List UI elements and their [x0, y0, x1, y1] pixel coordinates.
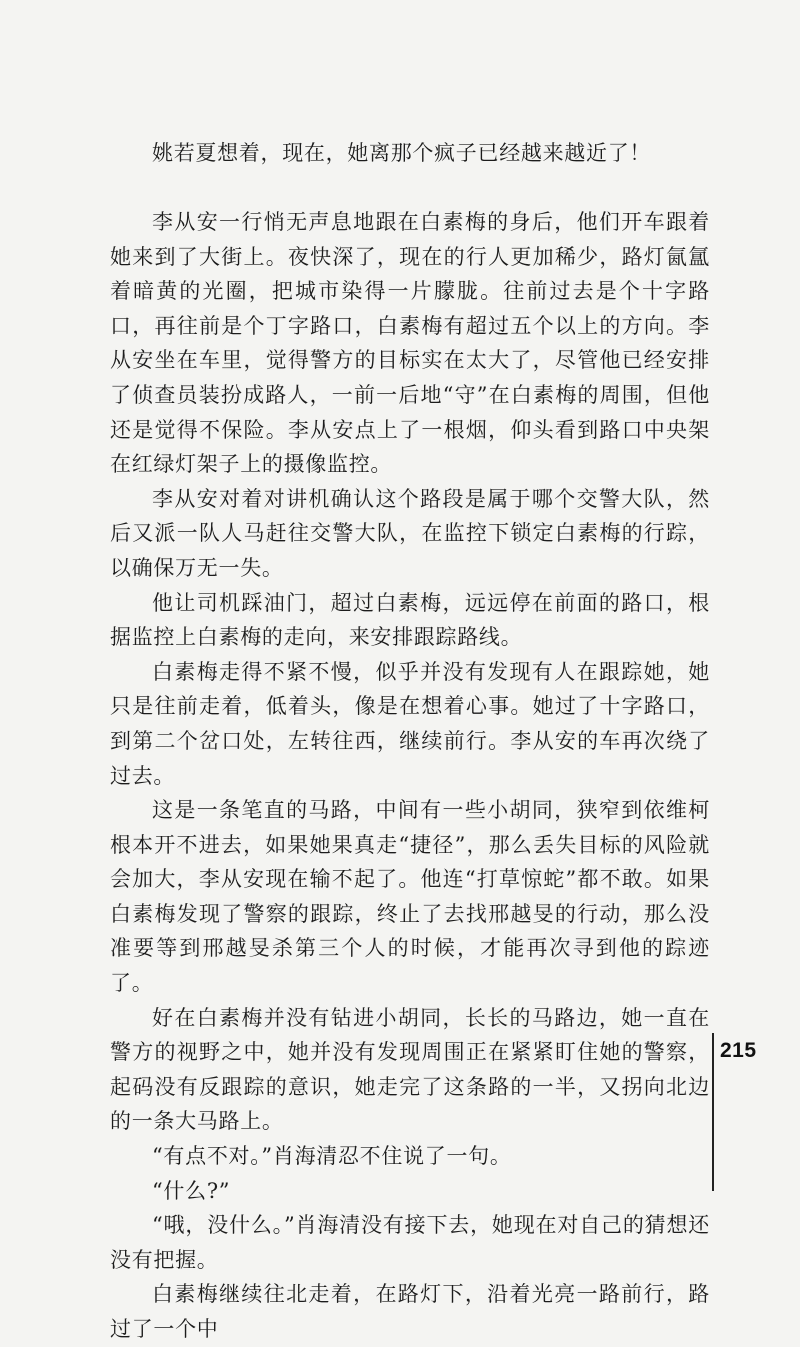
page-number: 215	[720, 1039, 757, 1062]
paragraph: 白素梅走得不紧不慢，似乎并没有发现有人在跟踪她，她只是往前走着，低着头，像是在想着心事。她过了十字路口，到第二个岔口处，左转往西，继续前行。李从安的车再次绕了过去。	[110, 659, 710, 788]
paragraph: 李从安对着对讲机确认这个路段是属于哪个交警大队，然后又派一队人马赶往交警大队，在监控下锁定白素梅的行踪，以确保万无一失。	[110, 486, 710, 580]
paragraph: 这是一条笔直的马路，中间有一些小胡同，狭窄到依维柯根本开不进去，如果她果真走“捷径”，那么丢失目标的风险就会加大，李从安现在输不起了。他连“打草惊蛇”都不敢。如果白素梅发现了警察的跟踪，终止了去找邢越旻的行动，那么没准要等到邢越旻杀第三个人的时候，才能再次寻到他的踪迹了。	[110, 798, 710, 996]
dialogue-line: “有点不对。”肖海清忍不住说了一句。	[152, 1144, 512, 1169]
page-edge-rule	[712, 1033, 714, 1191]
paragraph: 好在白素梅并没有钻进小胡同，长长的马路边，她一直在警方的视野之中，她并没有发现周围正在紧紧盯住她的警察，起码没有反跟踪的意识，她走完了这条路的一半，又拐向北边的一条大马路上。	[110, 1005, 710, 1134]
paragraph: 他让司机踩油门，超过白素梅，远远停在前面的路口，根据监控上白素梅的走向，来安排跟踪路线。	[110, 590, 710, 650]
opening-line: 姚若夏想着，现在，她离那个疯子已经越来越近了！	[152, 141, 652, 165]
body-text	[110, 205, 710, 1347]
paragraph: 白素梅继续往北走着，在路灯下，沿着光亮一路前行，路过了一个中	[110, 1282, 710, 1341]
dialogue-line: “什么?”	[152, 1178, 231, 1203]
dialogue-line: “哦，没什么。”肖海清没有接下去，她现在对自己的猜想还没有把握。	[110, 1213, 710, 1272]
opening-line-block	[110, 136, 710, 171]
paragraph: 李从安一行悄无声息地跟在白素梅的身后，他们开车跟着她来到了大街上。夜快深了，现在的行人更加稀少，路灯氤氲着暗黄的光圈，把城市染得一片朦胧。往前过去是个十字路口，再往前是个丁字路口，白素梅有超过五个以上的方向。李从安坐在车里，觉得警方的目标实在太大了，尽管他已经安排了侦查员装扮成路人，一前一后地“守”在白素梅的周围，但他还是觉得不保险。李从安点上了一根烟，仰头看到路口中央架在红绿灯架子上的摄像监控。	[110, 210, 710, 477]
